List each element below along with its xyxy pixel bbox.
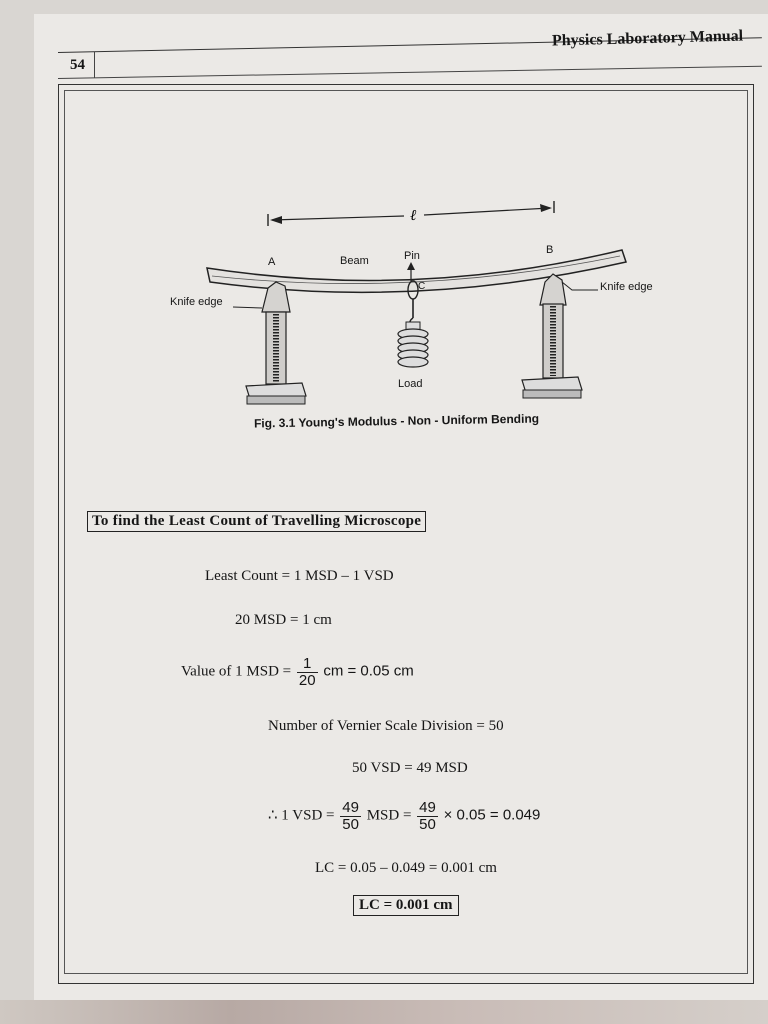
- eq-one-vsd: [268, 800, 540, 833]
- page-bottom-edge: [0, 1000, 768, 1024]
- eq-msd-cm: 20 MSD = 1 cm: [235, 612, 332, 628]
- label-knife-edge-right: Knife edge: [600, 281, 653, 293]
- fraction-49-over-50-b: $\frac{49}{50}$: [419, 799, 436, 833]
- running-title: Physics Laboratory Manual: [551, 27, 744, 50]
- label-c: C: [418, 281, 426, 292]
- label-load: Load: [398, 378, 423, 390]
- label-knife-edge-left: Knife edge: [170, 296, 223, 308]
- lc-result-box: LC = 0.001 cm: [353, 895, 459, 916]
- weight-stack: [398, 322, 428, 367]
- eq-one-vsd-prefix: ∴ 1 VSD =: [268, 807, 335, 824]
- length-label: ℓ: [410, 208, 417, 224]
- figure-caption: Fig. 3.1 Young's Modulus - Non - Uniform Bending: [253, 411, 540, 431]
- label-a: A: [268, 256, 276, 268]
- eq-one-vsd-mid: MSD =: [366, 807, 412, 824]
- eq-vernier-divisions: Number of Vernier Scale Division = 50: [268, 718, 504, 734]
- knife-edge-stand-left: [246, 282, 306, 404]
- label-pin: Pin: [404, 250, 420, 262]
- eq-one-vsd-suffix: × 0.05 = 0.049: [443, 806, 541, 824]
- eq-value-msd-prefix: Value of 1 MSD =: [181, 663, 292, 680]
- eq-value-msd-suffix: cm = 0.05 cm: [323, 662, 414, 680]
- label-beam: Beam: [340, 255, 369, 267]
- load-hanger: [407, 262, 418, 326]
- fraction-49-over-50-a: $\frac{49}{50}$: [342, 799, 359, 833]
- label-b: B: [546, 244, 554, 256]
- eq-least-count: Least Count = 1 MSD – 1 VSD: [205, 568, 394, 584]
- beam-diagram: [0, 0, 768, 460]
- eq-vsd-msd: 50 VSD = 49 MSD: [352, 760, 468, 776]
- fraction-1-over-20: $\frac{1}{20}$: [298, 655, 316, 689]
- page-number: 54: [70, 57, 85, 73]
- section-heading: To find the Least Count of Travelling Microscope: [87, 511, 426, 532]
- eq-lc-calc: LC = 0.05 – 0.049 = 0.001 cm: [315, 860, 497, 876]
- knife-edge-stand-right: [522, 274, 582, 398]
- eq-value-msd: [181, 656, 414, 689]
